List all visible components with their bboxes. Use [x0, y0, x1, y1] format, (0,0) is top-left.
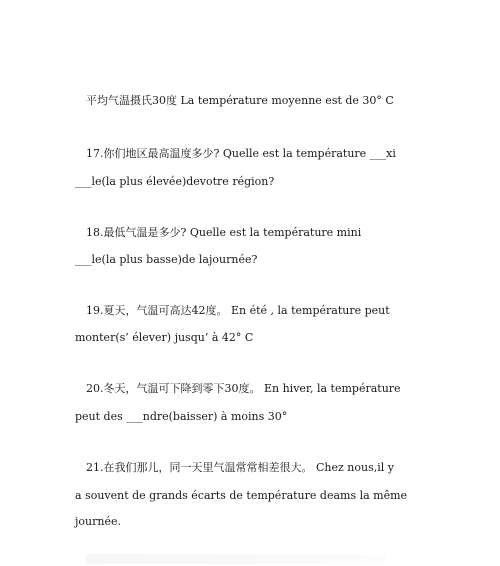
- text-line-q17-part1: 17.你们地区最高温度多少? Quelle est la température ___xi: [86, 147, 396, 160]
- text-line-q21-part2: a souvent de grands écarts de température deams la même: [75, 489, 408, 502]
- text-line-q20-part2: peut des ___ndre(baisser) à moins 30°: [75, 410, 288, 423]
- text-line-q20-part1: 20.冬天，气温可下降到零下30度。 En hiver, la température: [86, 382, 401, 395]
- text-line-q18-part2: ___le(la plus basse)de lajournée?: [75, 253, 258, 266]
- text-line-q19-part2: monter(s’ élever) jusqu’ à 42° C: [75, 331, 254, 344]
- text-line-q21-part1: 21.在我们那儿，同一天里气温常常相差很大。 Chez nous,il y: [86, 461, 394, 474]
- text-line-q21-part3: journée.: [75, 515, 121, 528]
- text-line-q17-part2: ___le(la plus élevée)devotre région?: [75, 175, 275, 188]
- text-line-q18-part1: 18.最低气温是多少? Quelle est la température mini: [86, 226, 362, 239]
- text-line-q19-part1: 19.夏天，气温可高达42度。 En été , la température peut: [86, 304, 390, 317]
- text-line-average-temperature: 平均气温摄氏30度 La température moyenne est de 30° C: [86, 94, 394, 107]
- cut-off-line-remnant: [86, 554, 386, 564]
